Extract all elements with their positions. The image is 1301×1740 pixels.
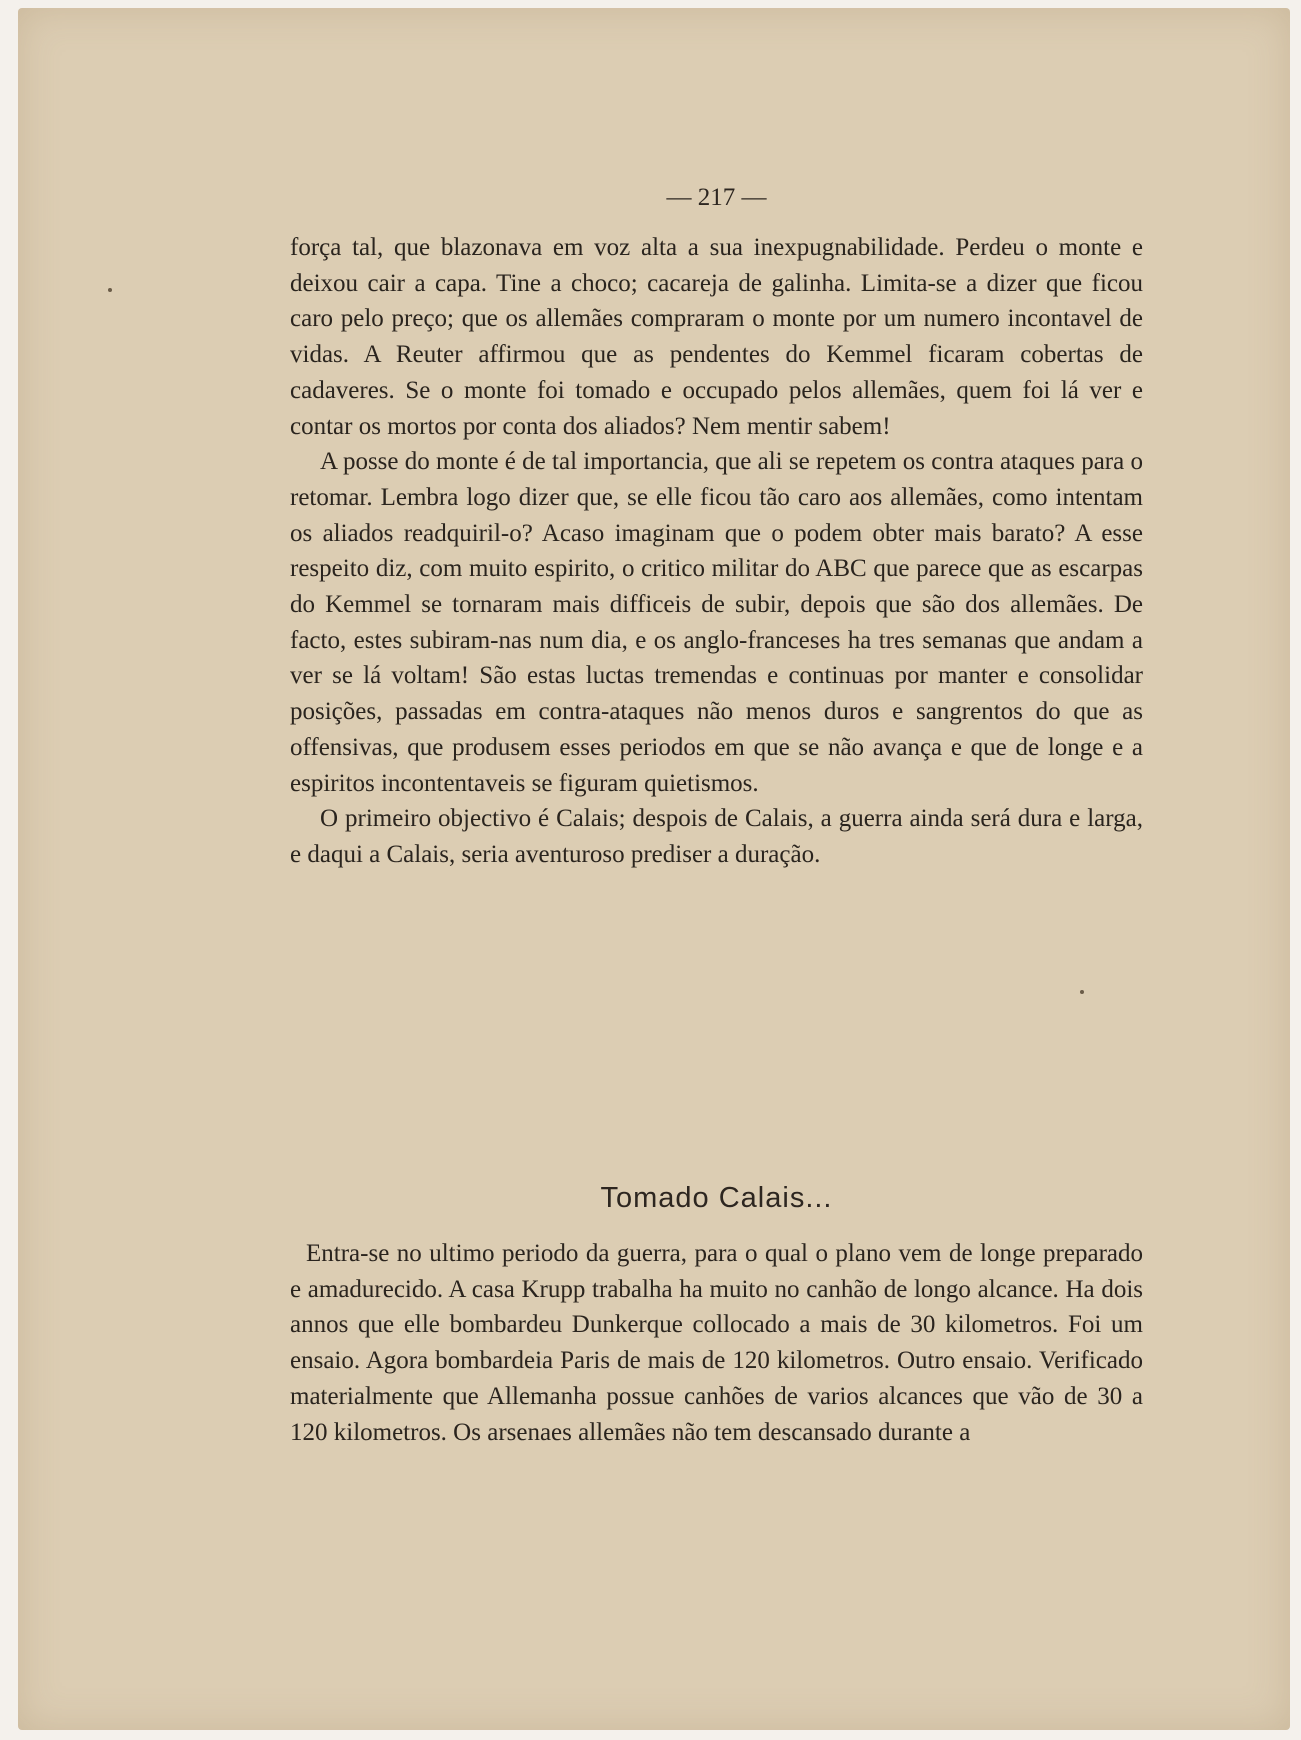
paragraph: O primeiro objectivo é Calais; despois de Calais, a guerra ainda será dura e larga, e daqui a Calais, seria aventuroso prediser a duração. [290, 805, 1143, 868]
paragraph: A posse do monte é de tal importancia, que ali se repetem os contra ataques para o retomar. Lembra logo dizer que, se elle ficou tão caro aos allemães, como intentam os aliados readquiril-o? Acaso imaginam que o podem obter mais barato? A esse respeito diz, com muito espirito, o critico militar do ABC que parece que as escarpas do Kemmel se tornaram mais difficeis de subir, depois que são dos allemães. De facto, estes subiram-nas num dia, e os anglo-franceses ha tres semanas que andam a ver se lá voltam! São estas luctas tremendas e continuas por manter e consolidar posições, passadas em contra-ataques não menos duros e sangrentos do que as offensivas, que produsem esses periodos em que se não avança e que de longe e a espiritos incontentaveis se figuram quietismos. [290, 448, 1143, 797]
section-heading: Tomado Calais... [600, 1182, 833, 1214]
ink-speck [1080, 990, 1084, 994]
book-page [18, 8, 1290, 1730]
paragraph: força tal, que blazonava em voz alta a sua inexpugnabilidade. Perdeu o monte e deixou cair a capa. Tine a choco; cacareja de galinha. Limita-se a dizer que ficou caro pelo preço; que os allemães compraram o monte por um numero incontavel de vidas. A Reuter affirmou que as pendentes do Kemmel ficaram cobertas de cadaveres. Se o monte foi tomado e occupado pelos allemães, quem foi lá ver e contar os mortos por conta dos aliados? Nem mentir sabem! [290, 234, 1143, 440]
ink-speck [108, 288, 112, 292]
body-text-upper [290, 230, 1143, 873]
body-text-lower [290, 1236, 1143, 1450]
paragraph: Entra-se no ultimo periodo da guerra, para o qual o plano vem de longe preparado e amadurecido. A casa Krupp trabalha ha muito no canhão de longo alcance. Ha dois annos que elle bombardeu Dunkerque collocado a mais de 30 kilometros. Foi um ensaio. Agora bombardeia Paris de mais de 120 kilometros. Outro ensaio. Verificado materialmente que Allemanha possue canhões de varios alcances que vão de 30 a 120 kilometros. Os arsenaes allemães não tem descansado durante a [290, 1240, 1143, 1446]
page-number: — 217 — [666, 184, 767, 211]
